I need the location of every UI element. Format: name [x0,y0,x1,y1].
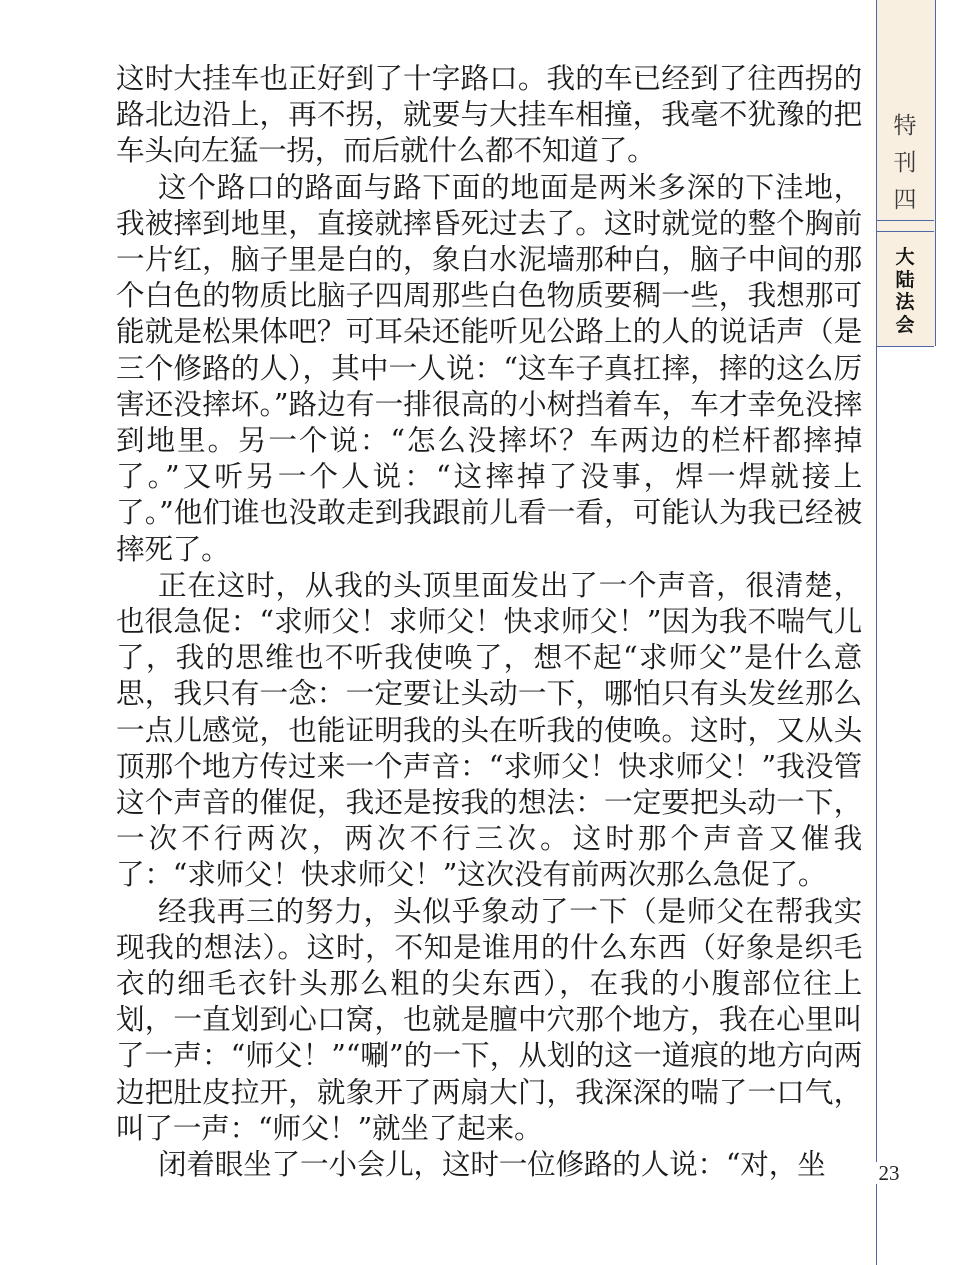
paragraph: 正在这时，从我的头顶里面发出了一个声音，很清楚，也很急促：“求师父！求师父！快求师父！”因为我不喘气儿了，我的思维也不听我使唤了，想不起“求师父”是什么意思，我只有一念：一定要让头动一下，哪怕只有头发丝那么一点儿感觉，也能证明我的头在听我的使唤。这时，又从头顶那个地方传过来一个声音：“求师父！快求师父！”我没管这个声音的催促，我还是按我的想法：一定要把头动一下，一次不行两次，两次不行三次。这时那个声音又催我了：“求师父！快求师父！”这次没有前两次那么急促了。 [116,567,862,892]
paragraph: 经我再三的努力，头似乎象动了一下（是师父在帮我实现我的想法）。这时，不知是谁用的什么东西（好象是织毛衣的细毛衣针头那么粗的尖东西），在我的小腹部位往上划，一直划到心口窝，也就是膻中穴那个地方，我在心里叫了一声：“师父！”“唰”的一下，从划的这一道痕的地方向两边把肚皮拉开，就象开了两扇大门，我深深的喘了一口气，叫了一声：“师父！”就坐了起来。 [116,893,862,1145]
column-label-char: 会 [895,313,915,336]
margin-rule [876,346,877,1265]
section-label [876,108,934,219]
article-body [116,60,862,1182]
section-label-char: 刊 [893,150,917,176]
column-label [876,246,934,336]
paragraph: 闭着眼坐了一小会儿，这时一位修路的人说：“对，坐 [158,1147,826,1182]
sidebar-divider [876,231,934,232]
paragraph: 这时大挂车也正好到了十字路口。我的车已经到了往西拐的路北边沿上，再不拐，就要与大挂车相撞，我毫不犹豫的把车头向左猛一拐，而后就什么都不知道了。 [116,61,862,168]
section-label-char: 特 [893,113,917,139]
column-label-char: 大 [895,246,915,268]
section-label-char: 四 [893,187,917,213]
page-number: 23 [866,1162,912,1184]
paragraph: 这个路口的路面与路下面的地面是两米多深的下洼地，我被摔到地里，直接就摔昏死过去了。这时就觉的整个胸前一片红，脑子里是白的，象白水泥墙那种白，脑子中间的那个白色的物质比脑子四周那些白色物质要稠一些，我想那可能就是松果体吧？可耳朵还能听见公路上的人的说话声（是三个修路的人），其中一人说：“这车子真扛摔，摔的这么厉害还没摔坏。”路边有一排很高的小树挡着车，车才幸免没摔到地里。另一个说：“怎么没摔坏？车两边的栏杆都摔掉了。”又听另一个人说：“这摔掉了没事，焊一焊就接上了。”他们谁也没敢走到我跟前儿看一看，可能认为我已经被摔死了。 [116,169,862,566]
column-label-char: 法 [895,291,915,313]
column-label-char: 陆 [895,268,915,291]
sidebar-divider [876,220,934,221]
sidebar-divider [876,346,934,347]
